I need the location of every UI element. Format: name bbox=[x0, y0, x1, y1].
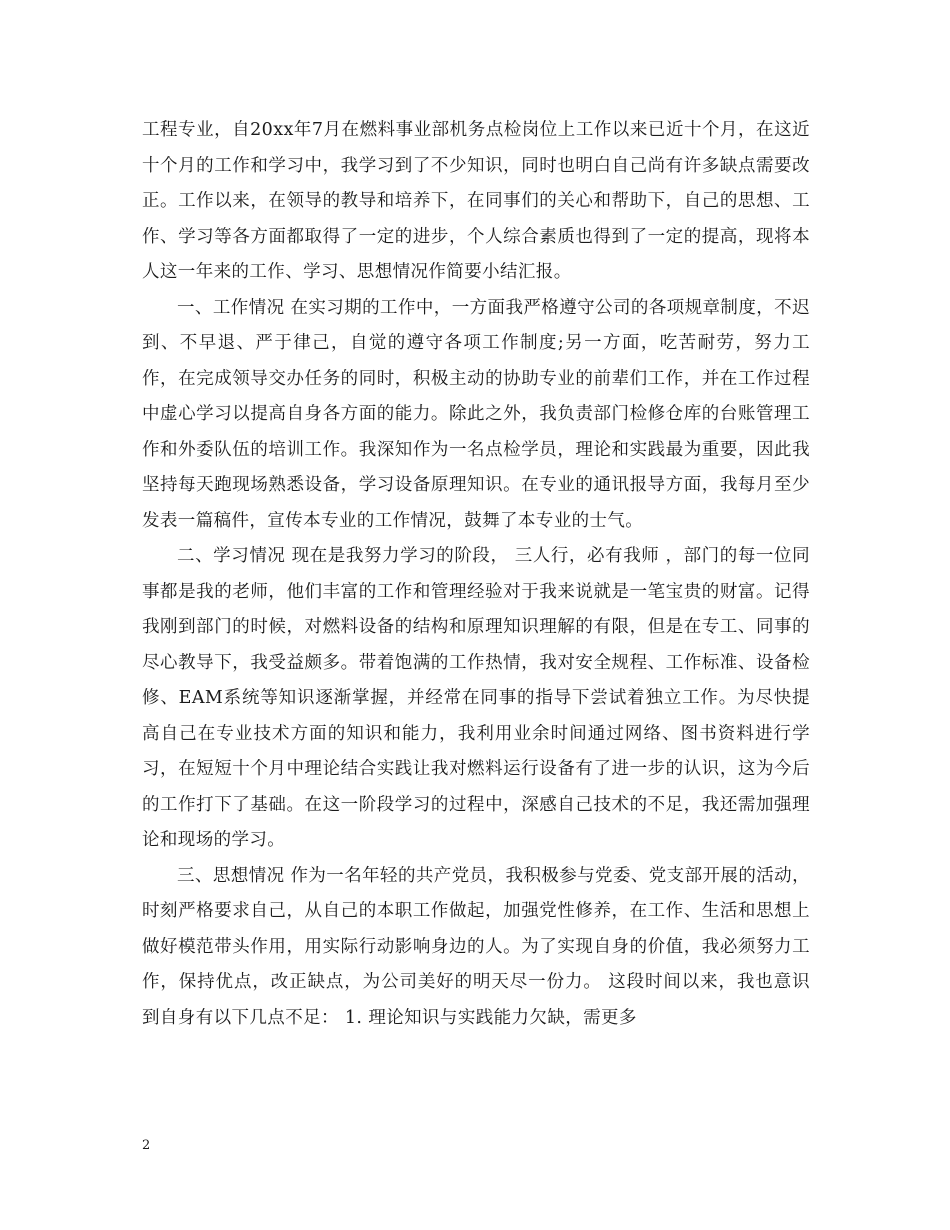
paragraph-work-situation: 一、工作情况 在实习期的工作中，一方面我严格遵守公司的各项规章制度，不迟到、不早退、严于律己，自觉的遵守各项工作制度;另一方面，吃苦耐劳，努力工作，在完成领导交办任务的同时，积极主动的协助专业的前辈们工作，并在工作过程中虚心学习以提高自身各方面的能力。除此之外，我负责部门检修仓库的台账管理工作和外委队伍的培训工作。我深知作为一名点检学员，理论和实践最为重要，因此我坚持每天跑现场熟悉设备，学习设备原理知识。在专业的通讯报导方面，我每月至少发表一篇稿件，宣传本专业的工作情况，鼓舞了本专业的士气。 bbox=[142, 297, 810, 531]
paragraph-intro: 工程专业，自20xx年7月在燃料事业部机务点检岗位上工作以来已近十个月，在这近十个月的工作和学习中，我学习到了不少知识，同时也明白自己尚有许多缺点需要改正。工作以来，在领导的教导和培养下，在同事们的关心和帮助下，自己的思想、工作、学习等各方面都取得了一定的进步，个人综合素质也得到了一定的提高，现将本人这一年来的工作、学习、思想情况作简要小结汇报。 bbox=[142, 120, 810, 282]
page-number: 2 bbox=[142, 1138, 151, 1153]
document-body bbox=[142, 113, 810, 1036]
paragraph-thought-situation: 三、思想情况 作为一名年轻的共产党员，我积极参与党委、党支部开展的活动，时刻严格要求自己，从自己的本职工作做起，加强党性修养，在工作、生活和思想上做好模范带头作用，用实际行动影响身边的人。为了实现自身的价值，我必须努力工作，保持优点，改正缺点，为公司美好的明天尽一份力。 这段时间以来，我也意识到自身有以下几点不足： 1. 理论知识与实践能力欠缺，需更多 bbox=[142, 865, 810, 1028]
paragraph-study-situation: 二、学习情况 现在是我努力学习的阶段， 三人行，必有我师 ，部门的每一位同事都是我的老师，他们丰富的工作和管理经验对于我来说就是一笔宝贵的财富。记得我刚到部门的时候，对燃料设备的结构和原理知识理解的有限，但是在专工、同事的尽心教导下，我受益颇多。带着饱满的工作热情，我对安全规程、工作标准、设备检修、EAM系统等知识逐渐掌握，并经常在同事的指导下尝试着独立工作。为尽快提高自己在专业技术方面的知识和能力，我利用业余时间通过网络、图书资料进行学习，在短短十个月中理论结合实践让我对燃料运行设备有了进一步的认识，这为今后的工作打下了基础。在这一阶段学习的过程中，深感自己技术的不足，我还需加强理论和现场的学习。 bbox=[142, 546, 810, 850]
